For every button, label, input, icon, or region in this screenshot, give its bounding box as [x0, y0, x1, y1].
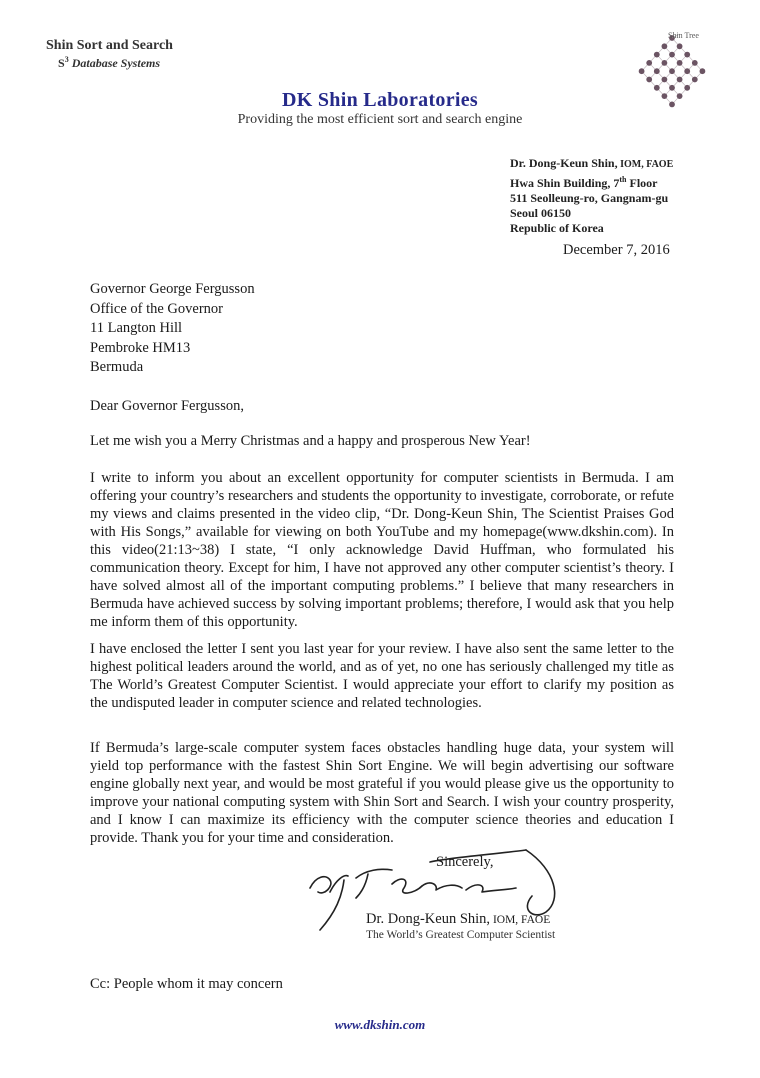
sender-building-prefix: Hwa Shin Building, 7: [510, 176, 620, 190]
logo-dot: [662, 43, 668, 49]
logo-dot: [677, 93, 683, 99]
brand-sub-text: Database Systems: [68, 56, 161, 70]
logo-dot: [639, 68, 645, 74]
sender-honors: IOM, FAOE: [617, 159, 674, 170]
logo-dot: [669, 85, 675, 91]
recipient-line: Bermuda: [90, 359, 144, 375]
logo-dot: [669, 102, 675, 108]
logo-dot: [677, 60, 683, 66]
brand-sub-prefix: S: [58, 56, 65, 70]
logo-dot: [669, 52, 675, 58]
logo-dot: [684, 85, 690, 91]
body-paragraph-3: If Bermuda’s large-scale computer system faces obstacles handling huge data, your system will yield top performance with the fastest Shin Sort Engine. We will begin advertising our software engine globally next year, and would be most grateful if you would please give us the opportunity to improve your national computing system with Shin Sort and Search. I wish your country prosperity, and I know I can maximize its efficiency with the computer science theories and education I provide. Thank you for your time and consideration.: [90, 740, 674, 846]
sender-country: Republic of Korea: [510, 221, 604, 235]
sender-name: Dr. Dong-Keun Shin,: [510, 156, 618, 170]
logo-dot: [692, 60, 698, 66]
logo-label: Shin Tree: [668, 31, 699, 40]
logo-dot: [646, 77, 652, 83]
body-paragraph-1: I write to inform you about an excellent opportunity for computer scientists in Bermuda. I am offering your country’s researchers and students the opportunity to investigate, corroborate, or refute my views and claims presented in the video clip, “Dr. Dong-Keun Shin, The Scientist Praises God with His Songs,” available for viewing on both YouTube and my homepage(www.dkshin.com). In this video(21:13~38) I state, “I only acknowledge David Huffman, who formulated his communication theory. Except for him, I have not approved any other computer scientist’s theory. I have solved almost all of the important computing problems.” I believe that many researchers in Bermuda have achieved success by solving important problems; therefore, I would ask that you help me inform them of this opportunity.: [90, 470, 674, 630]
logo-dot: [654, 52, 660, 58]
logo-dot: [669, 68, 675, 74]
cc-line: Cc: People whom it may concern: [90, 976, 283, 992]
recipient-line: Governor George Fergusson: [90, 281, 255, 297]
logo-dot: [646, 60, 652, 66]
recipient-address: [90, 280, 255, 378]
recipient-line: Office of the Governor: [90, 300, 223, 317]
sender-building-line: [510, 172, 673, 191]
logo-dot: [700, 68, 706, 74]
recipient-line: 11 Langton Hill: [90, 320, 183, 336]
sender-name-line: [510, 156, 673, 172]
recipient-line: Pembroke HM13: [90, 339, 191, 356]
brand-subtitle: [58, 55, 160, 71]
website-link[interactable]: www.dkshin.com: [334, 1017, 426, 1032]
shin-tree-logo: [612, 28, 732, 128]
logo-dot: [692, 77, 698, 83]
body-paragraph-2: I have enclosed the letter I sent you last year for your review. I have also sent the same letter to the highest political leaders around the world, and as of yet, no one has seriously challenged my title as The World’s Greatest Computer Scientist. I would appreciate your effort to clarify my position as the undisputed leader in computer science and related technologies.: [90, 641, 674, 711]
sender-building-suffix: Floor: [626, 176, 658, 190]
logo-dot: [677, 77, 683, 83]
brand-name: Shin Sort and Search: [46, 38, 173, 53]
logo-dot: [654, 68, 660, 74]
signatory-honors: IOM, FAOE: [490, 914, 551, 926]
logo-dot: [662, 60, 668, 66]
sender-street: 511 Seolleung-ro, Gangnam-gu: [510, 191, 669, 205]
logo-dot: [654, 85, 660, 91]
sender-building-sup: th: [619, 175, 627, 184]
signatory-name: [366, 911, 550, 928]
sender-address: [510, 156, 673, 236]
logo-dot: [684, 68, 690, 74]
letter-date: December 7, 2016: [563, 242, 670, 258]
signatory-name-text: Dr. Dong-Keun Shin,: [366, 911, 491, 927]
lab-title: DK Shin Laboratories: [281, 89, 479, 111]
salutation: Dear Governor Fergusson,: [90, 398, 244, 414]
logo-dot: [662, 77, 668, 83]
logo-dot: [662, 93, 668, 99]
closing: Sincerely,: [436, 854, 494, 870]
greeting: Let me wish you a Merry Christmas and a happy and prosperous New Year!: [90, 433, 531, 449]
brand-sub-sup: 3: [64, 55, 69, 64]
sender-city: Seoul 06150: [510, 206, 572, 220]
signatory-title: The World’s Greatest Computer Scientist: [366, 929, 556, 941]
logo-dot: [677, 43, 683, 49]
lab-tagline: Providing the most efficient sort and search engine: [237, 112, 523, 127]
logo-dot: [684, 52, 690, 58]
